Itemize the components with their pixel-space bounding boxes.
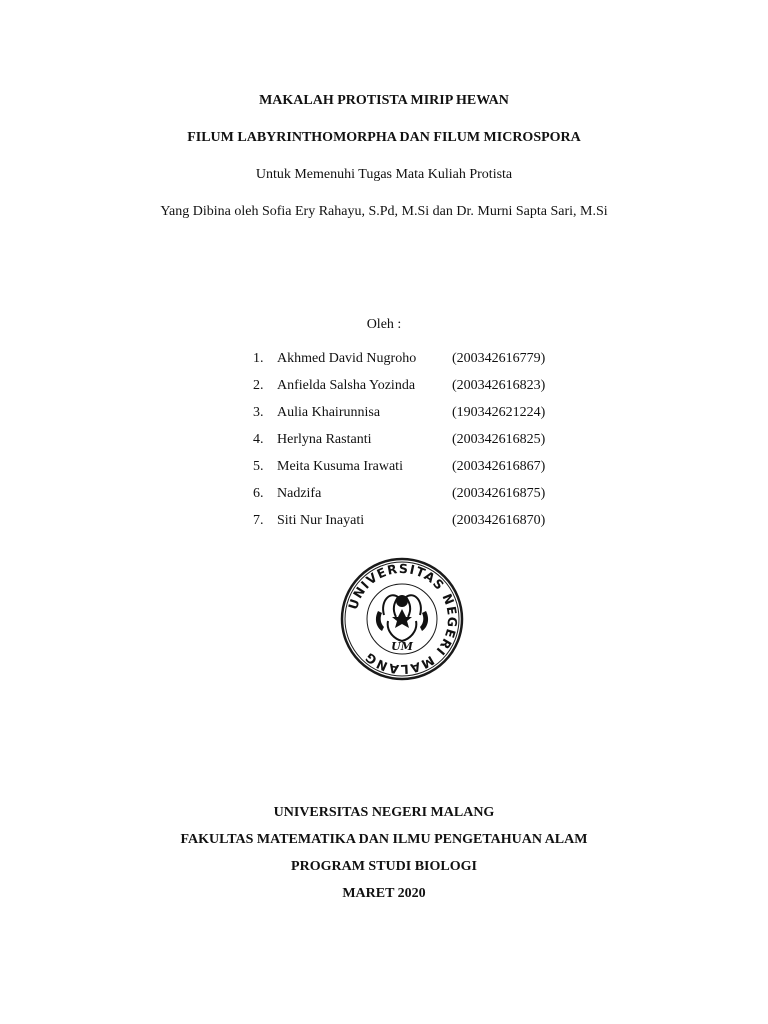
- member-nim: (190342621224): [452, 405, 546, 420]
- seal-mark-text: UM: [391, 640, 413, 653]
- footer-program: PROGRAM STUDI BIOLOGI: [291, 859, 477, 874]
- list-item: [250, 405, 580, 432]
- member-nim: (200342616867): [452, 459, 546, 474]
- member-name: Herlyna Rastanti: [277, 432, 372, 447]
- member-nim: (200342616825): [452, 432, 546, 447]
- document-title: MAKALAH PROTISTA MIRIP HEWAN: [259, 93, 509, 108]
- footer-date: MARET 2020: [342, 886, 426, 901]
- list-item: [250, 513, 580, 540]
- authors-label: Oleh :: [366, 317, 402, 332]
- member-name: Meita Kusuma Irawati: [277, 459, 403, 474]
- document-purpose: Untuk Memenuhi Tugas Mata Kuliah Protista: [255, 167, 513, 182]
- member-number: 1.: [253, 351, 264, 366]
- member-nim: (200342616870): [452, 513, 546, 528]
- footer-faculty: FAKULTAS MATEMATIKA DAN ILMU PENGETAHUAN ALAM: [180, 832, 588, 847]
- member-number: 4.: [253, 432, 264, 447]
- member-name: Anfielda Salsha Yozinda: [277, 378, 416, 393]
- member-number: 7.: [253, 513, 264, 528]
- university-seal-icon: [340, 557, 464, 681]
- member-number: 2.: [253, 378, 264, 393]
- footer-university: UNIVERSITAS NEGERI MALANG: [273, 805, 495, 820]
- document-supervisors: Yang Dibina oleh Sofia Ery Rahayu, S.Pd, M.Si dan Dr. Murni Sapta Sari, M.Si: [160, 204, 608, 219]
- member-number: 5.: [253, 459, 264, 474]
- member-nim: (200342616779): [452, 351, 546, 366]
- member-nim: (200342616823): [452, 378, 546, 393]
- list-item: [250, 432, 580, 459]
- member-name: Akhmed David Nugroho: [277, 351, 417, 366]
- seal-ring-text: UNIVERSITAS NEGERI MALANG: [345, 560, 461, 678]
- member-number: 3.: [253, 405, 264, 420]
- list-item: [250, 378, 580, 405]
- member-name: Nadzifa: [277, 486, 322, 501]
- member-name: Siti Nur Inayati: [277, 513, 365, 528]
- list-item: [250, 351, 580, 378]
- document-subtitle: FILUM LABYRINTHOMORPHA DAN FILUM MICROSPORA: [187, 130, 581, 145]
- member-name: Aulia Khairunnisa: [277, 405, 381, 420]
- member-nim: (200342616875): [452, 486, 546, 501]
- member-list: [250, 351, 580, 540]
- member-number: 6.: [253, 486, 264, 501]
- list-item: [250, 486, 580, 513]
- list-item: [250, 459, 580, 486]
